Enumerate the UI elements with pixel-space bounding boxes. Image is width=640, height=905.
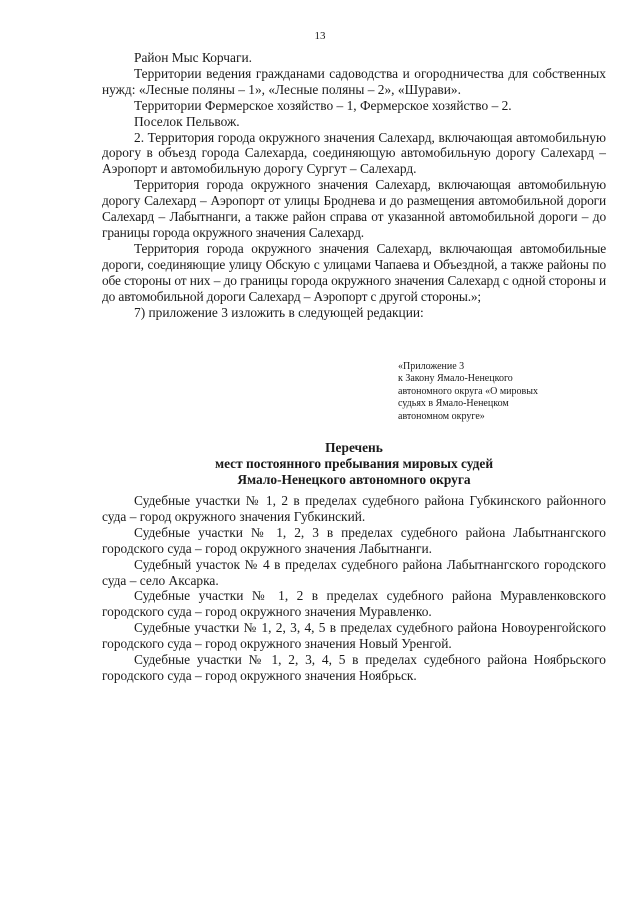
list-item: Судебные участки № 1, 2, 3, 4, 5 в пределах судебного района Ноябрьского городского суда – город окружного значения Ноябрьск. [102, 652, 606, 683]
appendix-reference-line: судьях в Ямало-Ненецком [398, 398, 509, 410]
appendix-reference-line: к Закону Ямало-Ненецкого [398, 373, 513, 385]
list-heading-line: мест постоянного пребывания мировых судей [214, 456, 494, 471]
body-text [102, 50, 606, 320]
list-heading [102, 440, 606, 488]
paragraph: Поселок Пельвож. [134, 113, 240, 129]
list-item: Судебные участки № 1, 2, 3 в пределах судебного района Лабытнангского городского суда – город окружного значения Лабытнанги. [102, 524, 606, 556]
list-item: Судебные участки № 1, 2, 3, 4, 5 в пределах судебного района Новоуренгойского городского суда – город окружного значения Новый Уренгой. [102, 620, 606, 652]
page-number: 13 [314, 30, 326, 42]
paragraph: 2. Территория города окружного значения Салехард, включающая автомобильную дорогу в объезд города Салехарда, соединяющую автомобильную дорогу Салехард – Аэропорт и автомобильную дорогу Сургут – Салехард. [102, 129, 606, 177]
paragraph: Район Мыс Корчаги. [134, 50, 252, 65]
list-heading-line: Ямало-Ненецкого автономного округа [237, 472, 471, 487]
list-item: Судебные участки № 1, 2 в пределах судебного района Муравленковского городского суда – город окружного значения Муравленко. [102, 588, 606, 620]
list-item: Судебные участки № 1, 2 в пределах судебного района Губкинского районного суда – город окружного значения Губкинский. [102, 493, 606, 524]
paragraph: Территория города окружного значения Салехард, включающая автомобильные дороги, соединяющие улицу Обскую с улицами Чапаева и Объездной, а также районы по обе стороны от них – до границы города окружного значения Салехард с одной стороны и до автомобильной дороги Салехард – Аэропорт с другой стороны.»; [102, 240, 606, 304]
paragraph: Территория города окружного значения Салехард, включающая автомобильную дорогу Салехард – Аэропорт от улицы Броднева и до размещения автомобильной дороги Салехард – Лабытнанги, а также район справа от указанной автомобильной дороги – до границы города окружного значения Салехард. [102, 177, 606, 240]
paragraph: Территории ведения гражданами садоводства и огородничества для собственных нужд: «Лесные поляны – 1», «Лесные поляны – 2», «Шурави». [102, 65, 606, 97]
list-heading-line: Перечень [325, 440, 383, 455]
appendix-reference [398, 361, 608, 423]
paragraph: 7) приложение 3 изложить в следующей редакции: [134, 304, 424, 320]
list-item: Судебный участок № 4 в пределах судебного района Лабытнангского городского суда – село Аксарка. [102, 556, 606, 588]
paragraph: Территории Фермерское хозяйство – 1, Фермерское хозяйство – 2. [134, 97, 512, 113]
list-body [102, 493, 606, 684]
appendix-reference-line: «Приложение 3 [398, 361, 465, 372]
appendix-reference-line: автономного округа «О мировых [398, 385, 538, 397]
appendix-reference-line: автономном округе» [398, 410, 485, 422]
